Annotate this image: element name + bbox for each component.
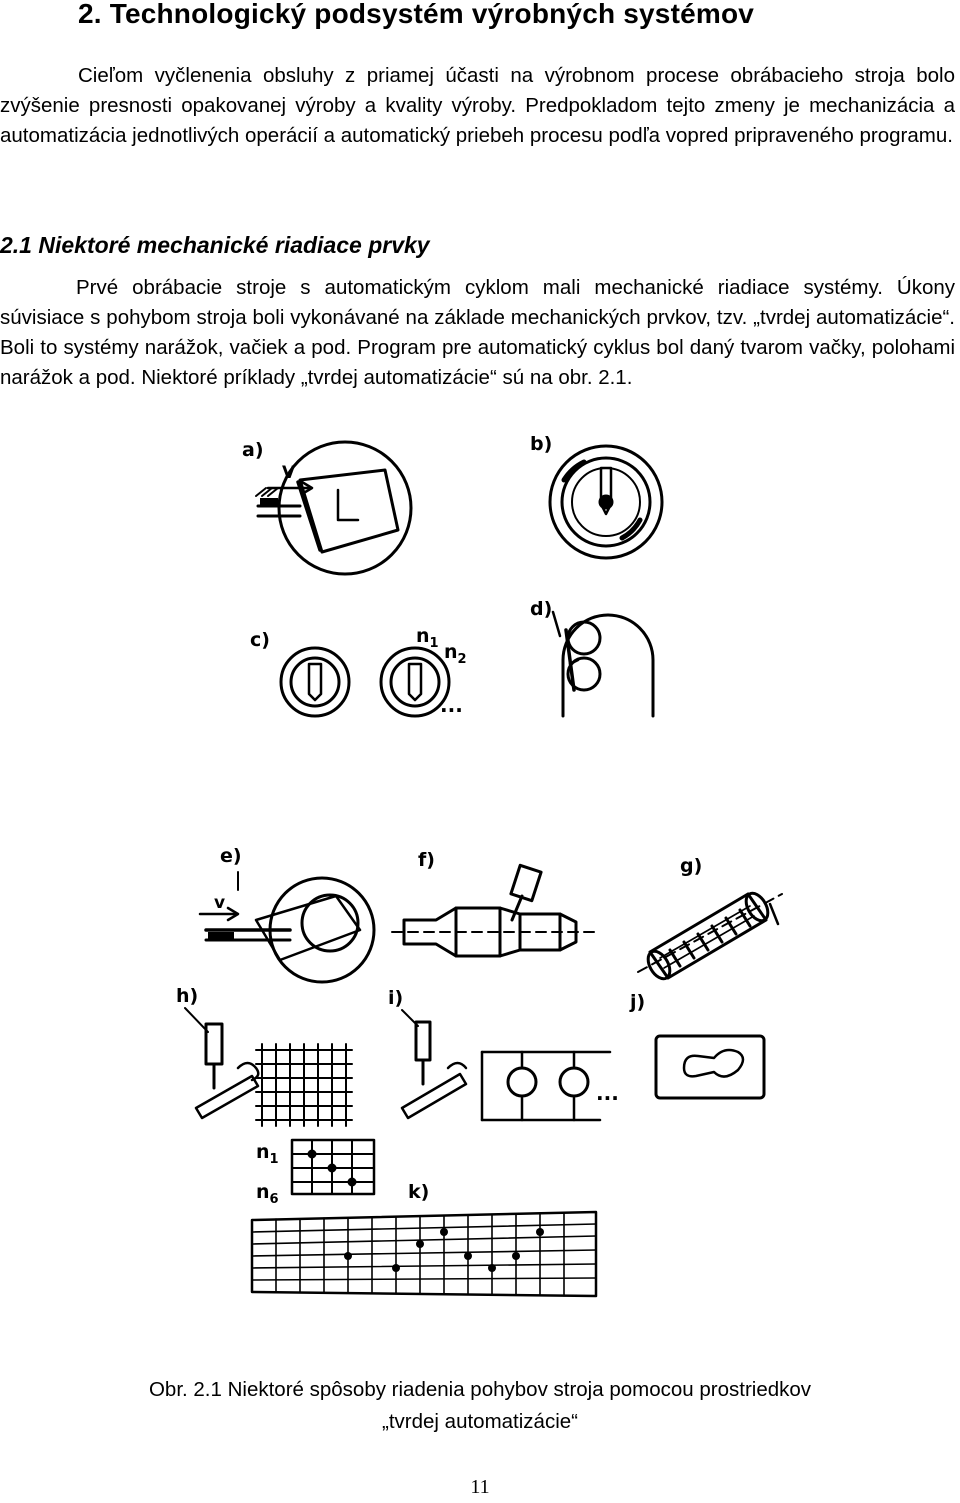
label-g: g) <box>680 855 703 877</box>
caption-line-1: Obr. 2.1 Niektoré spôsoby riadenia pohybov stroja pomocou prostriedkov <box>148 1378 812 1401</box>
label-a: a) <box>242 439 264 461</box>
label-d: d) <box>530 598 553 620</box>
diagram-h <box>176 985 374 1207</box>
diagram-j <box>629 991 764 1098</box>
caption-line-2: „tvrdej automatizácie“ <box>382 1410 578 1433</box>
label-e: e) <box>220 845 242 867</box>
section-paragraph: Prvé obrábacie stroje s automatickým cyklom mali mechanické riadiace systémy. Úkony súvisiace s pohybom stroja boli vykonávané na základe mechanických prvkov, tzv. „tvrdej automatizácie“. Boli to systémy narážok, vačiek a pod. Program pre automatický cyklus bol daný tvarom vačky, polohami narážok a pod. Niektoré príklady „tvrdej automatizácie“ sú na obr. 2.1. <box>0 276 955 389</box>
velocity-label-e: v <box>214 893 226 913</box>
diagram-f <box>392 849 596 956</box>
n2-label: $n_2$ <box>444 641 467 667</box>
diagram-b <box>530 433 662 558</box>
label-h: h) <box>176 985 199 1007</box>
label-f: f) <box>418 849 435 871</box>
diagram-e <box>200 845 374 982</box>
diagram-i <box>388 987 619 1120</box>
diagram-k <box>252 1181 596 1296</box>
dots-i: ... <box>596 1081 619 1105</box>
diagram-a <box>242 439 411 574</box>
label-j: j) <box>630 991 646 1013</box>
velocity-label-a: V <box>282 463 296 483</box>
n1-label: $n_1$ <box>416 625 439 651</box>
figure-caption <box>0 1374 960 1438</box>
label-b: b) <box>530 433 553 455</box>
label-k: k) <box>408 1181 430 1203</box>
diagram-d <box>530 598 653 716</box>
diagram-g <box>638 855 782 982</box>
n6-h-label: $n_6$ <box>256 1181 279 1207</box>
label-c: c) <box>250 629 270 651</box>
n1-h-label: $n_1$ <box>256 1141 279 1167</box>
dots-c: ... <box>440 693 463 717</box>
figure-2-1 <box>0 420 960 1380</box>
diagram-c <box>250 625 467 717</box>
page-heading: 2. Technologický podsystém výrobných systémov <box>78 0 755 29</box>
page-number: 11 <box>470 1476 490 1498</box>
label-i: i) <box>388 987 404 1009</box>
section-title: 2.1 Niektoré mechanické riadiace prvky <box>0 232 430 258</box>
intro-paragraph: Cieľom vyčlenenia obsluhy z priamej účasti na výrobnom procese obrábacieho stroja bolo zvýšenie presnosti opakovanej výroby a kvality výroby. Predpokladom tejto zmeny je mechanizácia a automatizácia jednotlivých operácií a automatický priebeh procesu podľa vopred pripraveného programu. <box>0 64 955 147</box>
